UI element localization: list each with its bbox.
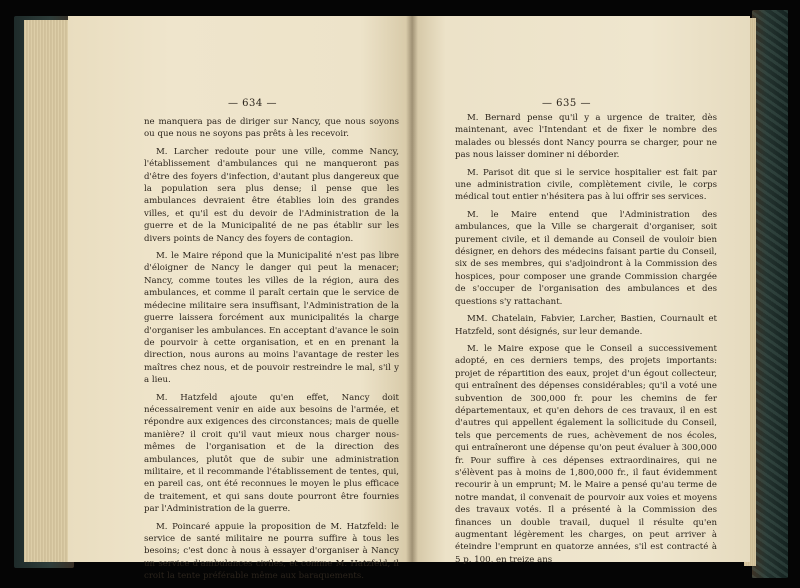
page-number-left: — 634 — [228,98,277,109]
paragraph: M. Larcher redoute pour une ville, comme Nancy, l'établissement d'ambulances qui ne manqueront pas d'être des foyers d'infection, d'autant plus dangereux que la population sera plus dense; il pense que les ambulances devraient être établies loin des grandes villes, et qu'il est du devoir de l'Administration de la guerre et de la Municipalité de ne pas établir sur les divers points de Nancy des foyers de contagion. [144,146,399,244]
right-page [412,16,750,565]
left-page-text [144,116,399,588]
paragraph: ne manquera pas de diriger sur Nancy, que nous soyons ou que nous ne soyons pas prêts à les recevoir. [144,117,399,140]
paragraph: M. Hatzfeld ajoute qu'en effet, Nancy doit nécessairement venir en aide aux besoins de l'armée, et répondre aux exigences des circonstances; mais de quelle manière? il croit qu'il vaut mieux nous charger nous-mêmes de l'organisation et de la direction des ambulances, plutôt que de subir une administration militaire, et il recommande l'établissement de tentes, qui, en pareil cas, ont été reconnues le moyen le plus efficace de traitement, et qui sans doute pourront être fournies par l'Administration de la guerre. [144,392,399,515]
paragraph: M. Poincaré appuie la proposition de M. Hatzfeld: le service de santé militaire ne pourra suffire à tous les besoins; c'est donc à nous à essayer d'organiser à Nancy un service d'ambulances civiles, et comme M. Hatzfeld, il croit la tente préférable même aux baraquements. [144,521,399,582]
paragraph: M. Bernard pense qu'il y a urgence de traiter, dès maintenant, avec l'Intendant et de fixer le nombre des malades ou blessés dont Nancy pourra se charger, pour ne pas nous laisser dominer ni déborder. [455,113,717,161]
paragraph: M. le Maire expose que le Conseil a successivement adopté, en ces derniers temps, des projets importants: projet de répartition des eaux, projet d'un égout collecteur, qui entraînent des dépenses considérables; qu'il a voté une subvention de 300,000 fr. pour les chemins de fer départementaux, et qu'en dehors de ces travaux, il en est d'autres qui appellent également la sollicitude du Conseil, tels que percements de rues, achèvement de nos écoles, qui entraîneront une dépense qu'on peut évaluer à 300,000 fr. Pour suffire à ces dépenses extraordinaires, qui ne s'élèvent pas à moins de 1,800,000 fr., il faut évidemment recourir à un emprunt; M. le Maire a pensé qu'au terme de notre mandat, il convenait de pourvoir aux voies et moyens des travaux votés. Il a présenté à la Commission des finances un double travail, duquel il résulte qu'en augmentant légèrement les charges, on peut arriver à éteindre l'emprunt en quatorze années, s'il est contracté à 5 p. 100, en treize ans [455,343,717,565]
paragraph: M. le Maire entend que l'Administration des ambulances, que la Ville se chargerait d'organiser, soit purement civile, et il demande au Conseil de vouloir bien désigner, en dehors des médecins faisant partie du Conseil, six de ses membres, qui s'adjoindront à la Commission des hospices, pour composer une grande Commission chargée de s'occuper de l'organisation des ambulances et des questions s'y rattachant. [455,209,717,307]
right-page-text [455,112,717,571]
page-number-right: — 635 — [542,98,591,109]
paragraph: M. le Maire répond que la Municipalité n'est pas libre d'éloigner de Nancy le danger qui peut la menacer; Nancy, comme toutes les villes de la région, aura des ambulances, et comme il paraît certain que le service de médecine militaire sera insuffisant, l'Administration de la guerre laissera forcément aux municipalités la charge d'organiser les ambulances. En acceptant d'avance le soin de pourvoir à cette organisation, et en en prenant la direction, nous aurons au moins l'avantage de rester les maîtres chez nous, et de pouvoir restreindre le mal, s'il y a lieu. [144,251,399,386]
book-cover-right [752,10,788,578]
paragraph: M. Parisot dit que si le service hospitalier est fait par une administration civile, complètement civile, le corps médical tout entier n'hésitera pas à lui offrir ses services. [455,167,717,203]
paragraph: MM. Chatelain, Fabvier, Larcher, Bastien, Cournault et Hatzfeld, sont désignés, sur leur demande. [455,314,717,337]
book-gutter [406,16,418,562]
left-page [68,16,412,582]
